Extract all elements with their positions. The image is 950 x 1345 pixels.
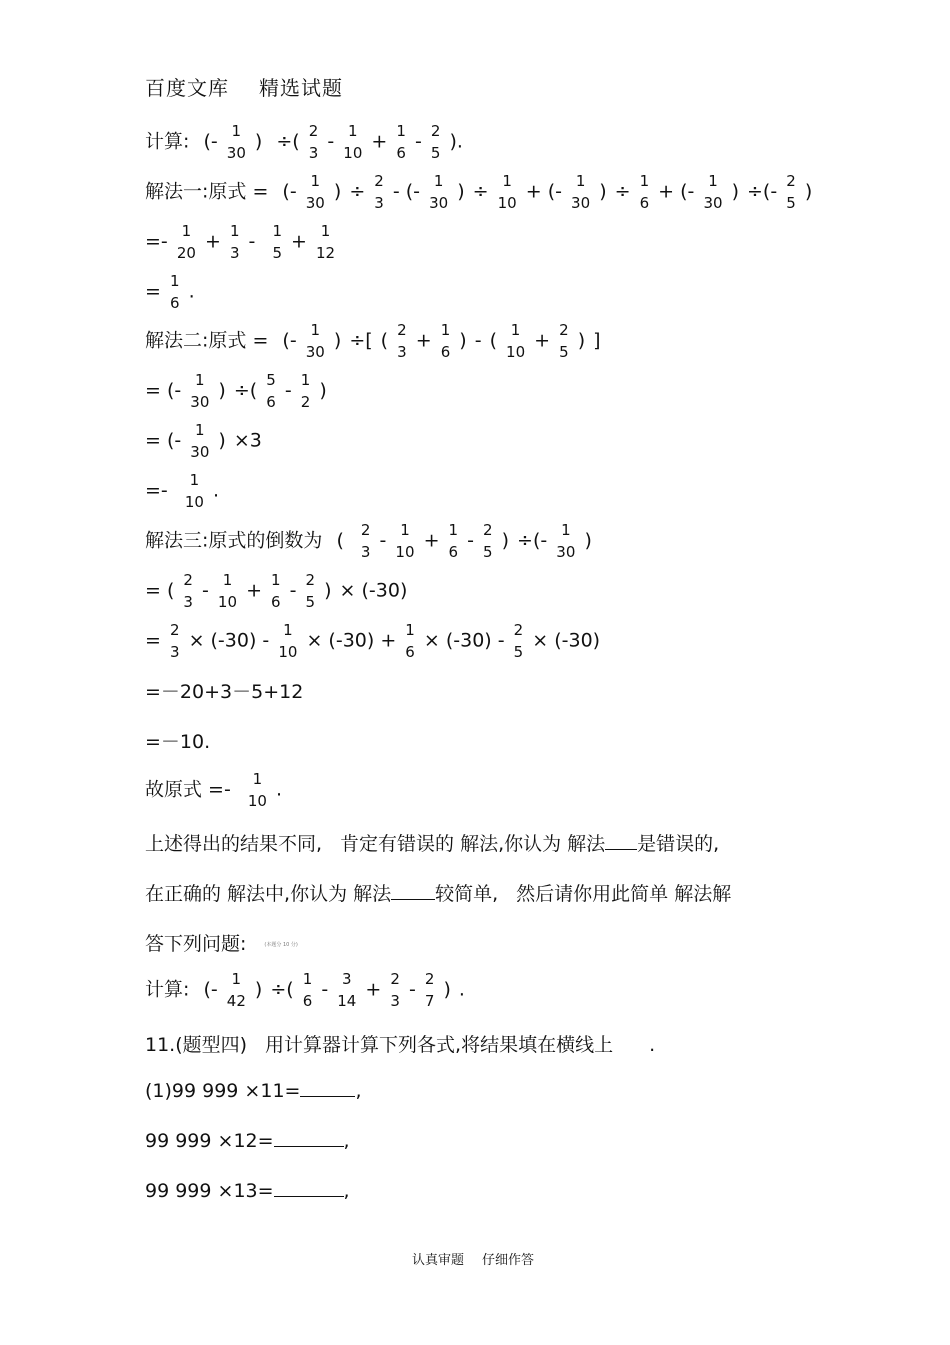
fraction: 1 12: [316, 222, 336, 262]
problem-line: [145, 122, 463, 162]
fraction: 2 3: [169, 621, 180, 661]
fraction: 2 3: [374, 172, 384, 212]
fraction: 1 30: [703, 172, 723, 212]
fraction: 2 7: [424, 970, 435, 1010]
header-right: 精选试题: [259, 76, 343, 100]
footer-right: 仔细作答: [482, 1253, 535, 1268]
fraction: 1 30: [556, 521, 576, 561]
fraction: 1 10: [395, 521, 415, 561]
page-header: [145, 72, 343, 101]
fraction: 2 5: [513, 621, 524, 661]
question-eleven: 11.(题型四) 用计算器计算下列各式,将结果填在横线上 .: [145, 1034, 656, 1056]
fraction: 1 2: [300, 371, 311, 411]
header-left: 百度文库: [145, 76, 229, 100]
fraction: 2 3: [308, 122, 319, 162]
fraction: 1 6: [639, 172, 650, 212]
method-one-step: =- 1 20 + 1 3 - 1 5 + 1 12: [145, 222, 336, 262]
fraction: 2 5: [559, 321, 569, 361]
fraction: 1 20: [176, 222, 196, 262]
method-two-line: 解法二:原式 = (- 1 30 ) ÷[ ( 2 3 + 1 6 ) - ( 1 10 + 2 5 ) ]: [145, 321, 601, 361]
fraction: 1 30: [305, 321, 325, 361]
calc-item: 99 999 ×12= ,: [145, 1130, 350, 1152]
fraction: 2 3: [183, 571, 193, 611]
fraction: 1 10: [184, 471, 204, 511]
calc-item: (1)99 999 ×11= ,: [145, 1080, 362, 1102]
method-two-step: = (- 1 30 ) ×3: [145, 421, 262, 461]
answer-blank[interactable]: [274, 1130, 344, 1147]
method-three-result: =－10.: [145, 731, 211, 753]
fraction: 1 10: [217, 571, 238, 611]
question-paragraph: 在正确的 解法中,你认为 解法 较简单, 然后请你用此简单 解法解: [145, 883, 732, 905]
fraction: 1 6: [440, 321, 451, 361]
calc-item: 99 999 ×13= ,: [145, 1180, 350, 1202]
fraction: 1 10: [497, 172, 517, 212]
fraction: 2 3: [390, 970, 400, 1010]
operator: -: [327, 130, 335, 153]
method-three-step: = 2 3 × (-30) - 1 10 × (-30) + 1 6 × (-30) - 2 5 × (-30): [145, 621, 601, 661]
label: 计算:: [145, 130, 190, 153]
method-one-line: 解法一:原式 = (- 1 30 ) ÷ 2 3 - (- 1 30 ) ÷ 1 10 + (- 1 30 ) ÷ 1 6 + (- 1 30 ) ÷(- 2 5 ): [145, 172, 813, 212]
fraction: 1 6: [396, 122, 406, 162]
fraction: 1 3: [229, 222, 240, 262]
method-three-step: =－20+3－5+12: [145, 681, 304, 703]
label: 解法一:原式 =: [145, 180, 269, 203]
fraction: 1 42: [226, 970, 246, 1010]
operator: ÷(: [276, 130, 300, 153]
fraction: 2 5: [786, 172, 796, 212]
fraction: 2 5: [483, 521, 493, 561]
method-three-step: = ( 2 3 - 1 10 + 1 6 - 2 5 ) × (-30): [145, 571, 408, 611]
fraction: 2 5: [430, 122, 441, 162]
exercise-line: 计算: (- 1 42 ) ÷( 1 6 - 3 14 + 2 3 - 2 7 ) .: [145, 970, 465, 1010]
paren: (-: [203, 130, 218, 153]
operator: +: [371, 130, 388, 153]
fraction: 1 30: [190, 421, 210, 461]
fraction: 2 3: [360, 521, 371, 561]
fraction: 1 30: [305, 172, 325, 212]
method-two-result: =- 1 10 .: [145, 471, 220, 511]
answer-blank[interactable]: [300, 1080, 355, 1097]
fraction: 1 5: [272, 222, 282, 262]
fraction: 1 10: [343, 122, 363, 162]
label: 解法二:原式 =: [145, 329, 269, 352]
answer-blank[interactable]: [274, 1180, 344, 1197]
page-footer: [412, 1249, 534, 1268]
fraction: 1 10: [506, 321, 526, 361]
fraction: 2 3: [397, 321, 407, 361]
method-two-step: = (- 1 30 ) ÷( 5 6 - 1 2 ): [145, 371, 327, 411]
operator: -: [414, 130, 422, 153]
fraction: 1 30: [429, 172, 449, 212]
fraction: 5 6: [266, 371, 276, 411]
fraction: 1 30: [190, 371, 210, 411]
label: 解法三:原式的倒数为: [145, 529, 323, 552]
fraction: 1 6: [405, 621, 415, 661]
fraction: 1 10: [247, 770, 267, 810]
footer-left: 认真审题: [412, 1253, 465, 1268]
method-one-result: = 1 6 .: [145, 272, 195, 312]
method-three-line: 解法三:原式的倒数为 ( 2 3 - 1 10 + 1 6 - 2 5 ) ÷(- 1 30 ): [145, 521, 592, 561]
fraction: 1 6: [448, 521, 459, 561]
paren: ): [254, 130, 263, 153]
paren: ).: [449, 130, 463, 153]
fraction: 2 5: [305, 571, 316, 611]
answer-blank[interactable]: [605, 833, 637, 850]
answer-blank[interactable]: [391, 883, 435, 900]
question-paragraph: 上述得出的结果不同, 肯定有错误的 解法,你认为 解法 是错误的,: [145, 833, 720, 855]
fraction: 1 6: [302, 970, 313, 1010]
fraction: 3 14: [337, 970, 357, 1010]
fraction: 1 6: [271, 571, 281, 611]
fine-print: (本题分 10 分): [264, 942, 298, 948]
fraction: 1 10: [278, 621, 298, 661]
fraction: 1 30: [571, 172, 591, 212]
fraction: 1 30: [226, 122, 246, 162]
fraction: 1 6: [169, 272, 180, 312]
question-paragraph: 答下列问题: (本题分 10 分): [145, 933, 298, 955]
conclusion-line: 故原式 =- 1 10 .: [145, 770, 283, 810]
